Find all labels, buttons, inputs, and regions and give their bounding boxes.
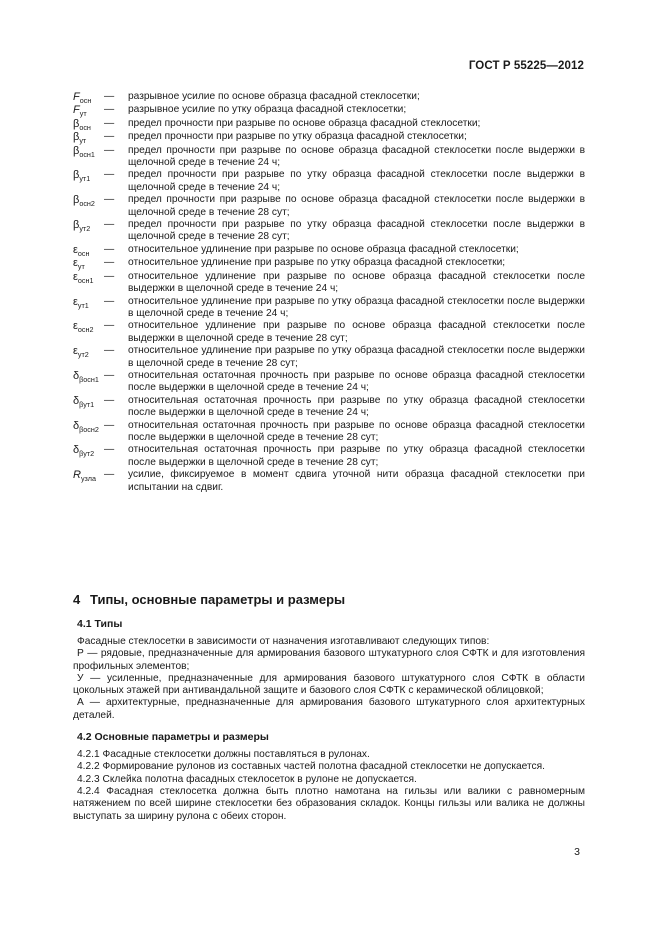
symbol-subscript: ут — [77, 262, 85, 272]
definition-dash: — — [104, 194, 115, 206]
symbol — [73, 271, 104, 284]
symbol-definition-row — [73, 257, 585, 270]
symbol-definition-row — [73, 118, 585, 131]
subsection-heading-types: 4.1 Типы — [77, 618, 123, 630]
symbols-list — [73, 91, 585, 494]
symbol-definition-row — [73, 395, 585, 420]
symbol — [73, 345, 104, 358]
symbol-letter: β — [73, 219, 80, 232]
symbol-letter: δ — [73, 369, 80, 382]
symbol — [73, 118, 104, 131]
paragraph: А — архитектурные, предназначенные для армирования базового штукатурного слоя архитектурных деталей. — [73, 697, 585, 721]
symbol-subscript: βосн1 — [79, 374, 99, 384]
symbol — [73, 131, 104, 144]
symbol — [73, 194, 104, 207]
section-title: Типы, основные параметры и размеры — [90, 592, 346, 607]
definition-text: относительное удлинение при разрыве по утку образца фасадной стеклосетки после выдержки в щелочной среде в течение 24 ч; — [128, 295, 585, 319]
symbol-letter: β — [73, 131, 80, 144]
symbol-subscript: осн — [79, 96, 92, 105]
definition-text: предел прочности при разрыве по основе образца фасадной стеклосетки после выдержки в щелочной среде в течение 24 ч; — [128, 144, 585, 169]
paragraph: Фасадные стеклосетки в зависимости от назначения изготавливают следующих типов: — [77, 636, 490, 647]
definition-dash: — — [104, 270, 115, 282]
definition-text: предел прочности при разрыве по основе образца фасадной стеклосетки; — [128, 117, 481, 129]
definition-text: относительная остаточная прочность при разрыве по основе образца фасадной стеклосетки после выдержки в щелочной среде в течение 28 сут; — [128, 419, 585, 443]
definition-dash: — — [104, 144, 115, 156]
symbol-definition-row — [73, 219, 585, 244]
symbol-subscript: ут2 — [77, 350, 89, 360]
definition-dash: — — [104, 117, 115, 129]
definition-text: разрывное усилие по утку образца фасадной стеклосетки; — [128, 104, 407, 116]
symbol-subscript: ут2 — [79, 224, 91, 234]
symbol-subscript: осн — [77, 248, 90, 258]
symbol-letter: β — [73, 117, 80, 130]
symbol-letter: δ — [73, 444, 80, 457]
symbol-letter: F — [73, 91, 80, 103]
definition-text: относительная остаточная прочность при разрыве по утку образца фасадной стеклосетки после выдержки в щелочной среде в течение 28 сут; — [128, 444, 585, 468]
symbol-definition-row — [73, 91, 585, 104]
symbol-letter: ε — [73, 295, 78, 308]
symbol — [73, 91, 104, 104]
symbol-definition-row — [73, 104, 585, 117]
symbol-letter: δ — [73, 394, 80, 407]
definition-text: относительное удлинение при разрыве по основе образца фасадной стеклосетки; — [128, 243, 519, 255]
symbol-definition-row — [73, 145, 585, 170]
definition-dash: — — [104, 243, 115, 255]
symbol-letter: β — [73, 194, 80, 207]
symbol-subscript: ут1 — [79, 174, 91, 184]
section-number: 4 — [73, 592, 81, 607]
definition-dash: — — [104, 295, 115, 307]
symbol-definition-row — [73, 131, 585, 144]
symbol — [73, 469, 104, 482]
section-4 — [73, 592, 585, 823]
symbol — [73, 145, 104, 158]
definition-text: предел прочности при разрыве по утку образца фасадной стеклосетки после выдержки в щелочной среде в течение 24 ч; — [128, 169, 585, 193]
definition-text: предел прочности при разрыве по основе образца фасадной стеклосетки после выдержки в щелочной среде в течение 28 сут; — [128, 194, 585, 218]
symbol — [73, 370, 104, 383]
definition-dash: — — [104, 469, 115, 481]
definition-text: относительная остаточная прочность при разрыве по основе образца фасадной стеклосетки после выдержки в щелочной среде в течение 24 ч; — [128, 369, 585, 394]
definition-text: предел прочности при разрыве по утку образца фасадной стеклосетки после выдержки в щелочной среде в течение 28 сут; — [128, 219, 585, 243]
paragraph: 4.2.3 Склейка полотна фасадных стеклосеток в рулоне не допускается. — [77, 773, 417, 785]
symbol-subscript: осн1 — [77, 275, 94, 285]
definition-text: относительное удлинение при разрыве по основе образца фасадной стеклосетки после выдержки в щелочной среде в течение 28 сут; — [128, 320, 585, 344]
definition-dash: — — [104, 104, 115, 116]
symbol-subscript: βут2 — [79, 449, 95, 459]
symbol — [73, 219, 104, 232]
symbol-subscript: узла — [80, 474, 96, 484]
definition-text: усилие, фиксируемое в момент сдвига уточной нити образца фасадной стеклосетки при испытании на сдвиг. — [128, 469, 585, 493]
paragraph: У — усиленные, предназначенные для армирования базового штукатурного слоя СФТК в области цокольных этажей при антивандальной защите и базового слоя СФТК с керамической облицовкой; — [73, 672, 585, 697]
definition-dash: — — [104, 257, 115, 269]
symbol-subscript: ут — [79, 109, 87, 119]
symbol-letter: β — [73, 169, 80, 182]
symbol-letter: δ — [73, 419, 80, 432]
symbol — [73, 444, 104, 457]
symbol — [73, 169, 104, 182]
symbol-letter: F — [73, 104, 80, 117]
symbol — [73, 395, 104, 408]
symbol-definition-row — [73, 320, 585, 345]
definition-dash: — — [104, 419, 115, 431]
symbol-definition-row — [73, 244, 585, 257]
symbol-letter: ε — [73, 345, 78, 358]
definition-dash: — — [104, 345, 115, 357]
symbol — [73, 420, 104, 433]
symbol-subscript: осн2 — [77, 325, 94, 335]
document-header: ГОСТ Р 55225—2012 — [468, 60, 584, 72]
paragraph: 4.2.4 Фасадная стеклосетка должна быть плотно намотана на гильзы или валики с равномерным натяжением по всей ширине стеклосетки без образования складок. Концы гильзы или валика не должны выступать за ширину рулона с обеих сторон. — [73, 785, 585, 822]
symbol-definition-row — [73, 345, 585, 370]
symbol-letter: ε — [73, 257, 78, 270]
symbol-subscript: осн — [79, 122, 91, 132]
paragraph: 4.2.1 Фасадные стеклосетки должны поставляться в рулонах. — [77, 749, 370, 761]
symbol-subscript: βосн2 — [79, 424, 99, 434]
subsection-heading-parameters: 4.2 Основные параметры и размеры — [77, 731, 269, 744]
symbol-definition-row — [73, 420, 585, 445]
symbol — [73, 104, 104, 117]
symbol — [73, 296, 104, 309]
symbol-definition-row — [73, 169, 585, 194]
symbol-letter: β — [73, 144, 80, 157]
definition-dash: — — [104, 394, 115, 406]
definition-dash: — — [104, 91, 115, 102]
paragraph: Р — рядовые, предназначенные для армирования базового штукатурного слоя СФТК и для изготовления профильных элементов; — [73, 648, 585, 672]
symbol-letter: R — [73, 469, 81, 482]
symbol — [73, 257, 104, 270]
definition-dash: — — [104, 219, 115, 231]
symbol-definition-row — [73, 194, 585, 219]
symbol-subscript: ут1 — [77, 300, 89, 310]
definition-text: относительное удлинение при разрыве по утку образца фасадной стеклосетки после выдержки в щелочной среде в течение 28 сут; — [128, 345, 585, 369]
symbol-letter: ε — [73, 243, 78, 256]
definition-dash: — — [104, 369, 115, 381]
definition-text: разрывное усилие по основе образца фасадной стеклосетки; — [128, 91, 420, 102]
paragraph: 4.2.2 Формирование рулонов из составных частей полотна фасадной стеклосетки не допускается. — [77, 761, 545, 773]
definition-dash: — — [104, 169, 115, 181]
section-heading — [73, 592, 585, 607]
definition-text: относительное удлинение при разрыве по утку образца фасадной стеклосетки; — [128, 257, 506, 269]
symbol-definition-row — [73, 271, 585, 296]
symbol-letter: ε — [73, 320, 78, 333]
symbol-definition-row — [73, 370, 585, 395]
symbol — [73, 244, 104, 257]
page-number: 3 — [574, 846, 580, 858]
symbol-definition-row — [73, 444, 585, 469]
definition-dash: — — [104, 320, 115, 332]
definition-text: предел прочности при разрыве по утку образца фасадной стеклосетки; — [128, 131, 467, 143]
symbol-definition-row — [73, 296, 585, 321]
symbol — [73, 320, 104, 333]
symbol-subscript: ут — [79, 136, 87, 146]
symbol-subscript: βут1 — [79, 399, 95, 409]
definition-dash: — — [104, 444, 115, 456]
definition-text: относительное удлинение при разрыве по основе образца фасадной стеклосетки после выдержки в щелочной среде в течение 24 ч; — [128, 270, 585, 295]
symbol-subscript: осн1 — [79, 149, 95, 159]
definition-dash: — — [104, 131, 115, 143]
definition-text: относительная остаточная прочность при разрыве по утку образца фасадной стеклосетки после выдержки в щелочной среде в течение 24 ч; — [128, 394, 585, 419]
symbol-subscript: осн2 — [79, 199, 95, 209]
symbol-letter: ε — [73, 270, 78, 283]
symbol-definition-row — [73, 469, 585, 494]
